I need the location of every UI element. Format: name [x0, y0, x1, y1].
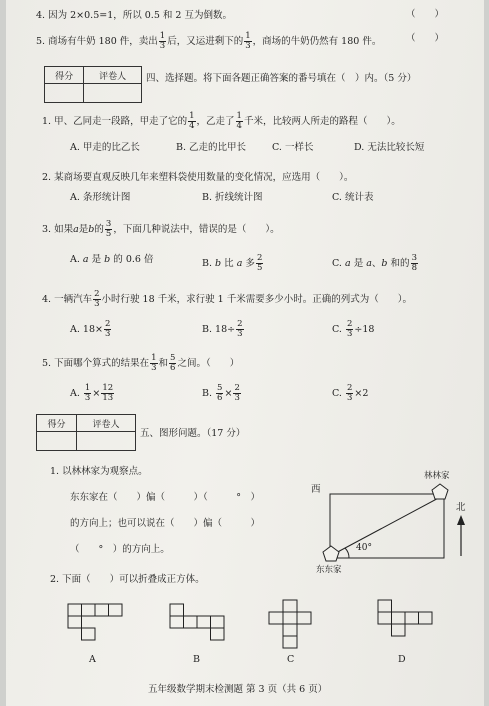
map-label-north: 北	[456, 502, 466, 513]
q1-option-a: A. 甲走的比乙长	[70, 142, 140, 153]
question-4: 4. 一辆汽车 $\frac{2}{3}$ 小时行驶 18 千米，求行驶 1 千米需要多少小时。正确的列式为（ ）。	[42, 289, 412, 309]
score-label: 得分	[37, 415, 77, 432]
score-label: 得分	[45, 67, 84, 84]
figure-question-1-line2: 的方向上；也可以说在（ ）偏（ ）	[70, 518, 261, 529]
q5-option-c: C. $\frac{2}{3}$ ×2	[332, 383, 369, 403]
net-label-c: C	[287, 654, 295, 665]
q1-option-b: B. 乙走的比甲长	[176, 142, 247, 153]
map-label-west: 西	[311, 484, 321, 495]
q2-option-c: C. 统计表	[332, 192, 374, 203]
section5-heading: 五、图形问题。（17 分）	[140, 428, 246, 439]
grader-label: 评卷人	[84, 67, 142, 84]
q3-option-b: B. b 比 a 多 $\frac{2}{5}$	[202, 253, 263, 273]
figure-question-1-title: 1. 以林林家为观察点。	[50, 466, 148, 477]
q1-option-c: C. 一样长	[272, 142, 314, 153]
exam-page	[6, 0, 484, 706]
q4-option-c: C. $\frac{2}{3}$ ÷18	[332, 319, 375, 339]
q3-option-a: A. a 是 b 的 0.6 倍	[70, 254, 154, 265]
judgment-4: 4. 因为 2×0.5=1，所以 0.5 和 2 互为倒数。	[36, 10, 232, 21]
q3-option-c: C. a 是 a、b 和的 $\frac{3}{8}$	[332, 253, 417, 273]
figure-question-1-line3: （ ° ）的方向上。	[70, 544, 170, 555]
question-2: 2. 某商场要直观反映几年来塑料袋使用数量的变化情况，应选用（ ）。	[42, 172, 354, 183]
figure-question-1-line1: 东东家在（ ）偏（ ）（ ° ）	[70, 492, 261, 503]
q5-option-b: B. $\frac{5}{6}$ × $\frac{2}{3}$	[202, 383, 240, 403]
q4-option-a: A. 18× $\frac{2}{3}$	[70, 319, 111, 339]
question-3: 3. 如果a是b的 $\frac{3}{5}$ ，下面几种说法中，错误的是（ ）。	[42, 219, 280, 239]
q2-option-a: A. 条形统计图	[70, 192, 131, 203]
judgment-4-paren: （ ）	[406, 9, 445, 20]
cube-nets	[6, 0, 484, 706]
map-label-dongdong: 东东家	[316, 565, 342, 575]
q1-option-d: D. 无法比较长短	[354, 142, 425, 153]
net-a	[68, 604, 122, 640]
judgment-5: 5. 商场有牛奶 180 件，卖出 $\frac{1}{3}$ 后，又运进剩下的 $\frac{1}{3}$ ，商场的牛奶仍然有 180 件。	[36, 31, 382, 51]
net-label-b: B	[193, 654, 200, 665]
figure-question-2-title: 2. 下面（ ）可以折叠成正方体。	[50, 574, 205, 585]
q2-option-b: B. 折线统计图	[202, 192, 263, 203]
net-b	[170, 604, 224, 640]
section4-heading: 四、选择题。将下面各题正确答案的番号填在（ ）内。（5 分）	[146, 73, 417, 84]
map-angle-label: 40°	[356, 543, 372, 553]
map-label-linlin: 林林家	[424, 471, 450, 481]
net-d	[378, 600, 432, 636]
judgment-5-paren: （ ）	[406, 33, 445, 44]
q5-option-a: A. $\frac{1}{3}$ × $\frac{12}{13}$	[70, 383, 114, 403]
net-c	[269, 600, 311, 648]
net-label-a: A	[89, 654, 96, 665]
question-5: 5. 下面哪个算式的结果在 $\frac{1}{3}$ 和 $\frac{5}{6}$ 之间。（ ）	[42, 353, 240, 373]
page-footer: 五年级数学期末检测题 第 3 页（共 6 页）	[148, 684, 328, 695]
q4-option-b: B. 18÷ $\frac{2}{3}$	[202, 319, 243, 339]
net-label-d: D	[398, 654, 406, 665]
grader-label: 评卷人	[77, 415, 136, 432]
question-1: 1. 甲、乙同走一段路，甲走了它的 $\frac{1}{4}$ ，乙走了 $\frac{1}{4}$ 千米，比较两人所走的路程（ ）。	[42, 111, 401, 131]
